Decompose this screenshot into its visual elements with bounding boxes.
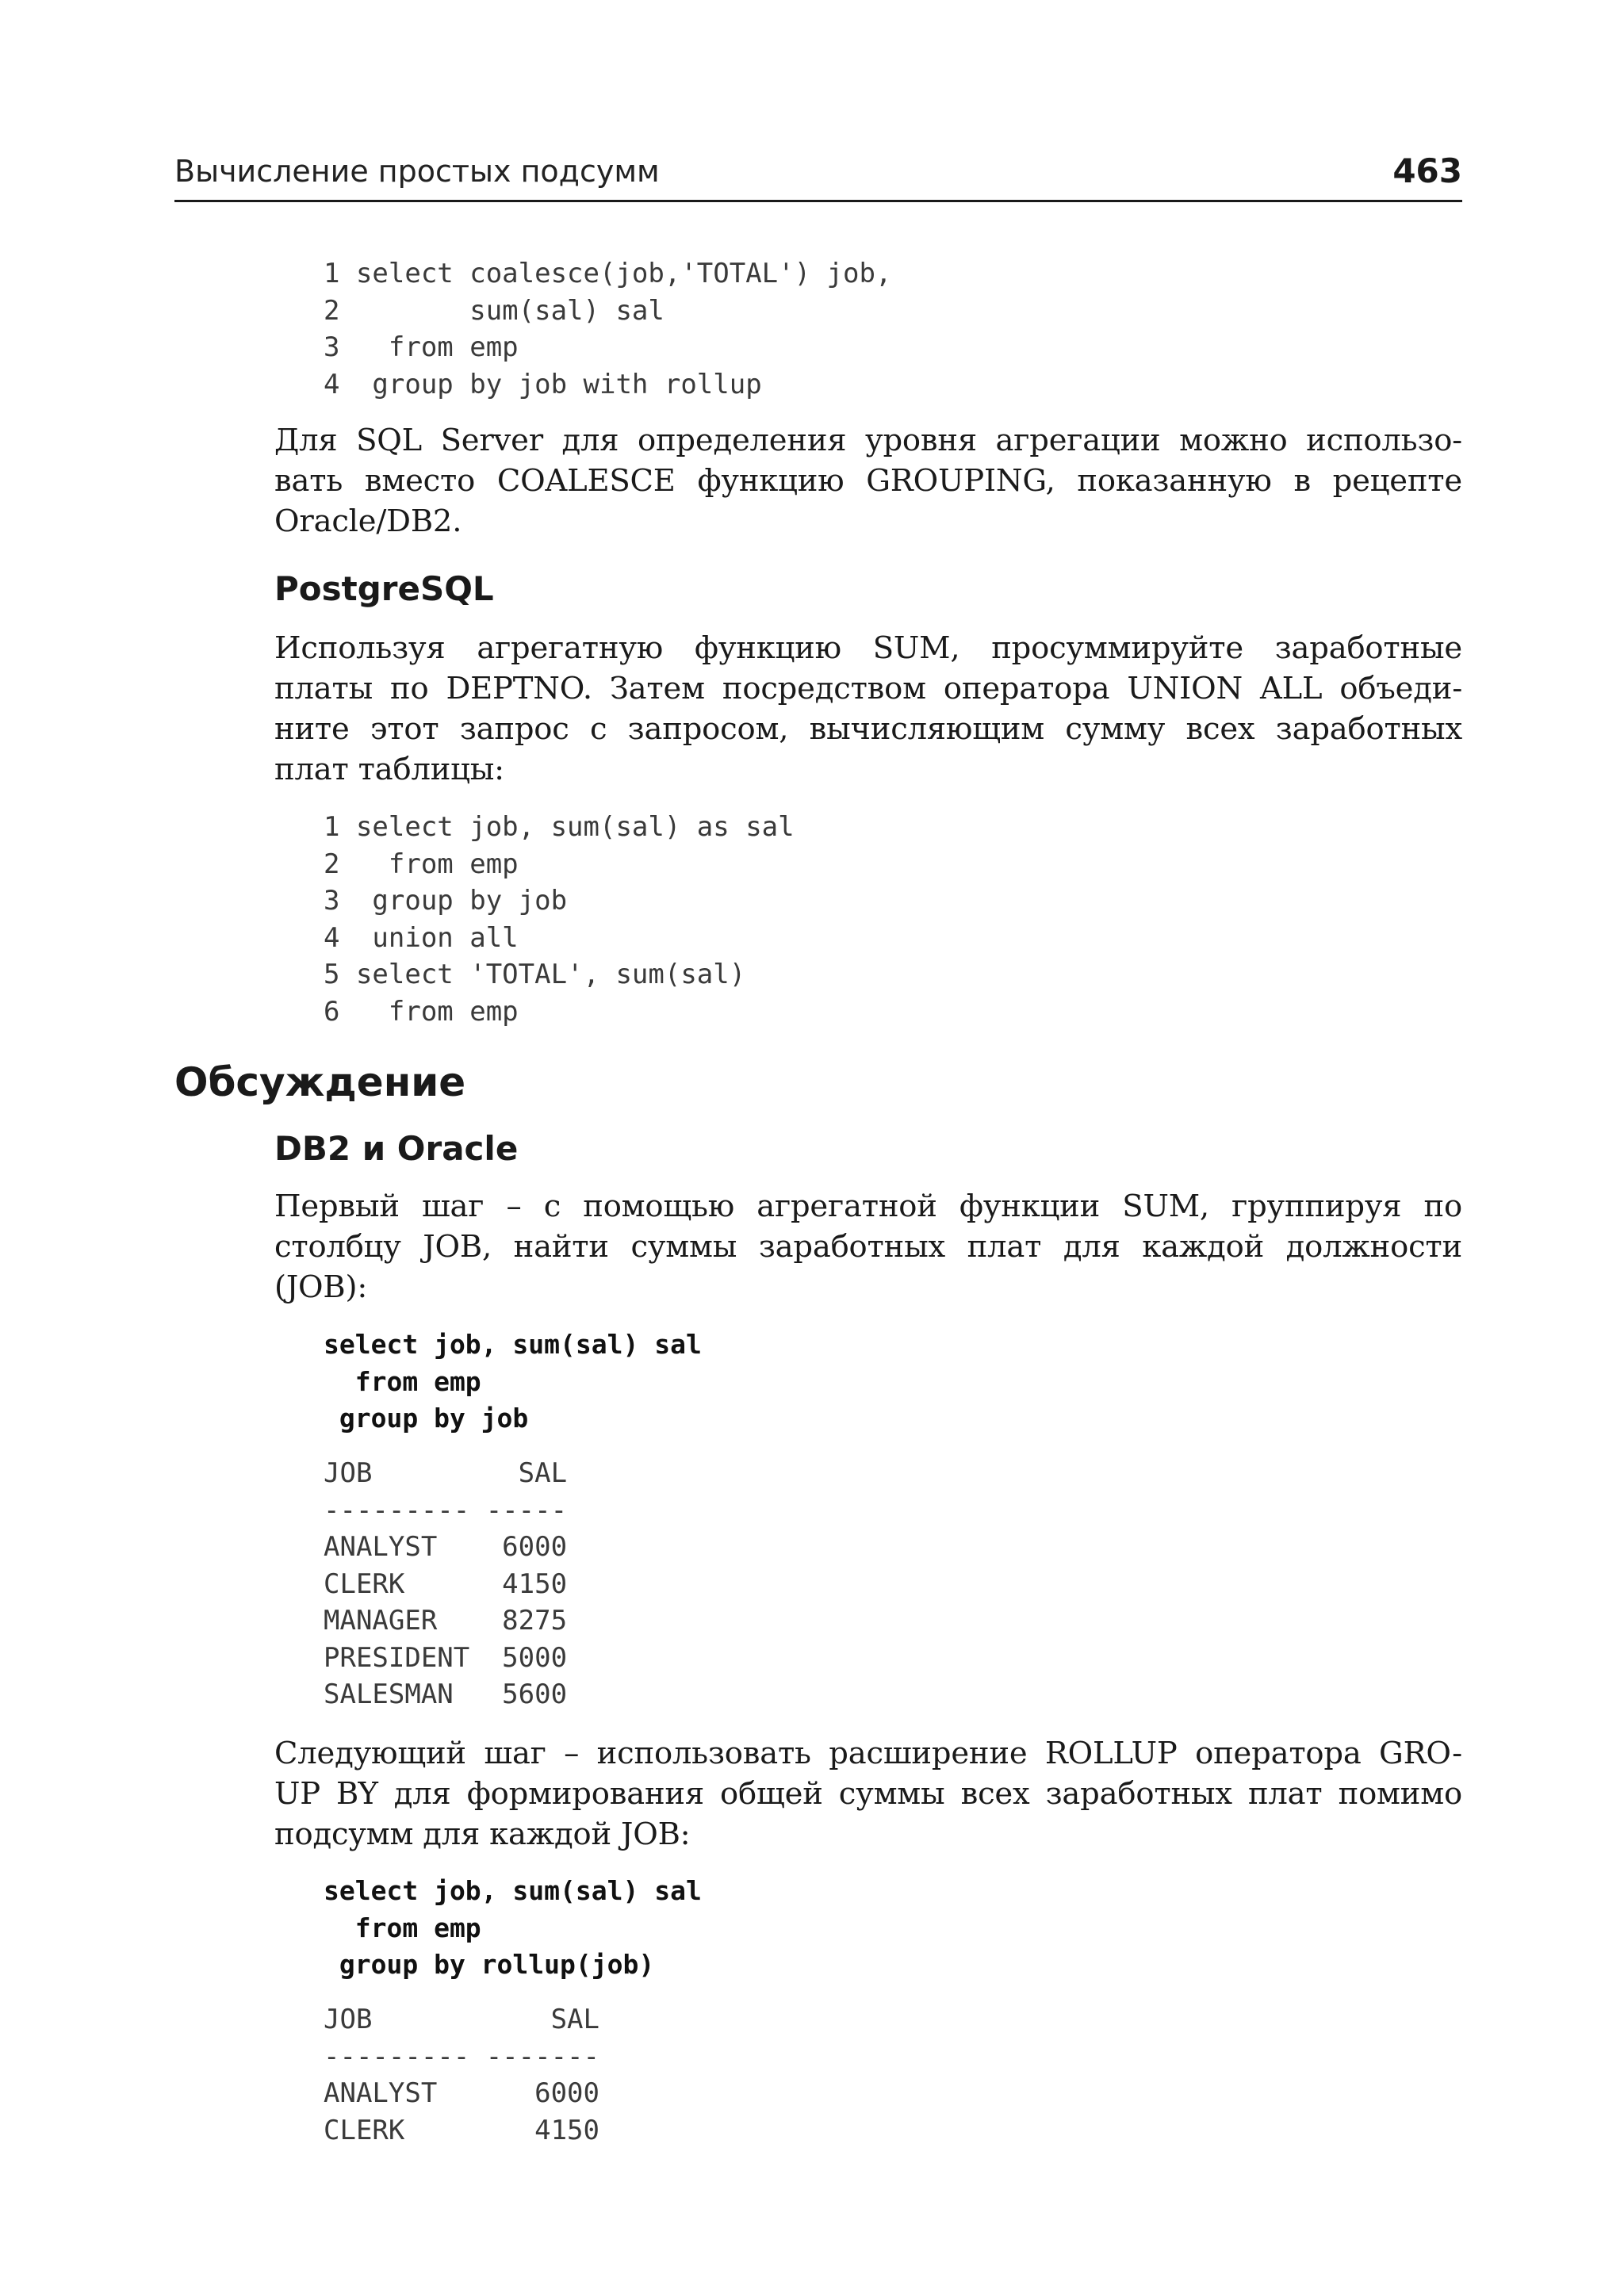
result-line: ANALYST 6000 xyxy=(324,2077,599,2109)
result-line: CLERK 4150 xyxy=(324,2114,599,2146)
result-line: PRESIDENT 5000 xyxy=(324,1641,568,1674)
result-line: CLERK 4150 xyxy=(324,1568,568,1600)
paragraph-line: Первый шаг – с помощью агрегатной функции SUM, группируя по xyxy=(274,1189,1462,1224)
code-block-postgresql xyxy=(324,809,795,1030)
paragraph-line: платы по DEPTNO. Затем посредством оператора UNION ALL объеди- xyxy=(274,671,1462,706)
code-line: 5 select 'TOTAL', sum(sal) xyxy=(324,959,746,990)
heading-discussion: Обсуждение xyxy=(174,1059,466,1105)
paragraph-line: столбцу JOB, найти суммы заработных плат для каждой должности xyxy=(274,1229,1462,1265)
paragraph-line: Следующий шаг – использовать расширение ROLLUP оператора GRO- xyxy=(274,1736,1462,1771)
code-line: 4 union all xyxy=(324,921,519,954)
heading-db2-oracle: DB2 и Oracle xyxy=(274,1129,519,1168)
paragraph-line: вать вместо COALESCE функцию GROUPING, показанную в рецепте xyxy=(274,463,1462,499)
paragraph-line: UP BY для формирования общей суммы всех заработных плат помимо xyxy=(274,1776,1462,1812)
code-line: 2 sum(sal) sal xyxy=(324,294,665,327)
paragraph-line: ните этот запрос с запросом, вычисляющим сумму всех заработных xyxy=(274,711,1462,747)
result-line: JOB SAL xyxy=(324,2004,599,2035)
code-line: from emp xyxy=(324,1365,481,1397)
code-line: group by job xyxy=(324,1403,529,1434)
result-block-rollup xyxy=(324,2001,599,2149)
result-line: --------- ----- xyxy=(324,1494,568,1526)
paragraph-line: подсумм для каждой JOB: xyxy=(274,1816,691,1852)
result-line: JOB SAL xyxy=(324,1457,568,1489)
paragraph-line: плат таблицы: xyxy=(274,752,504,787)
code-line: 3 group by job xyxy=(324,885,568,917)
code-line: 6 from emp xyxy=(324,995,519,1028)
paragraph-line: Oracle/DB2. xyxy=(274,503,462,539)
result-line: ANALYST 6000 xyxy=(324,1531,568,1563)
result-line: MANAGER 8275 xyxy=(324,1605,568,1636)
code-block-mysql xyxy=(324,255,891,403)
paragraph-first-step xyxy=(274,1186,1462,1307)
result-line: SALESMAN 5600 xyxy=(324,1679,568,1710)
code-line: 1 select coalesce(job,'TOTAL') job, xyxy=(324,258,892,289)
result-line: --------- ------- xyxy=(324,2040,599,2073)
query-block-group-by xyxy=(324,1326,702,1437)
paragraph-line: Используя агрегатную функцию SUM, просуммируйте заработные xyxy=(274,630,1462,666)
query-block-rollup xyxy=(324,1873,702,1984)
code-line: 4 group by job with rollup xyxy=(324,368,762,400)
heading-postgresql: PostgreSQL xyxy=(274,569,494,608)
code-line: from emp xyxy=(324,1912,481,1943)
result-block-group-by xyxy=(324,1455,567,1713)
running-header xyxy=(174,147,1462,202)
paragraph-line: (JOB): xyxy=(274,1269,368,1305)
code-line: 1 select job, sum(sal) as sal xyxy=(324,811,795,843)
paragraph-next-step xyxy=(274,1733,1462,1855)
code-line: 3 from emp xyxy=(324,331,519,363)
header-title: Вычисление простых подсумм xyxy=(174,154,660,189)
code-line: select job, sum(sal) sal xyxy=(324,1875,702,1906)
paragraph-sqlserver xyxy=(274,420,1462,542)
code-line: group by rollup(job) xyxy=(324,1949,655,1980)
paragraph-line: Для SQL Server для определения уровня агрегации можно использо- xyxy=(274,423,1462,458)
code-line: 2 from emp xyxy=(324,848,519,880)
paragraph-postgresql xyxy=(274,628,1462,790)
page-number: 463 xyxy=(1392,151,1462,190)
code-line: select job, sum(sal) sal xyxy=(324,1329,702,1360)
